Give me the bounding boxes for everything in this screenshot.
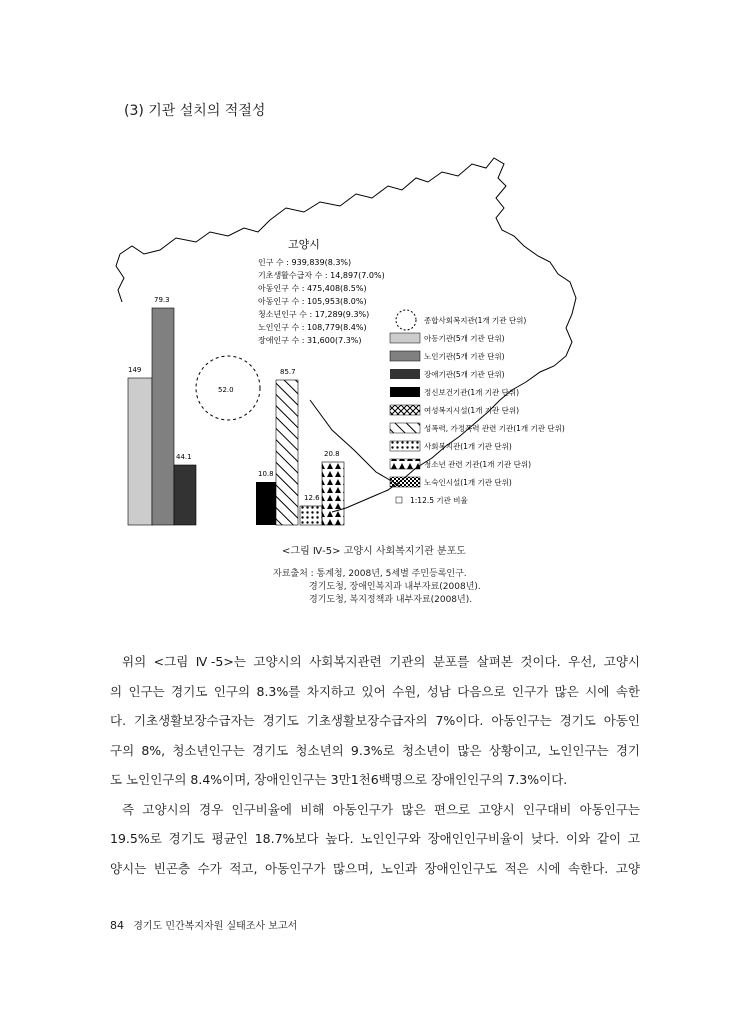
bar-label: 79.3 — [154, 296, 170, 304]
legend-symbol — [390, 369, 420, 379]
body-line: 즉 고양시의 경우 인구비율에 비해 아동인구가 많은 편으로 고양시 인구대비 아동인구는 — [122, 801, 640, 817]
legend-symbol — [390, 423, 420, 433]
bar-children — [128, 378, 152, 525]
figure-caption: <그림 Ⅳ-5> 고양시 사회복지기관 분포도 — [282, 546, 466, 557]
legend-symbol — [390, 387, 420, 397]
page-number: 84 — [110, 919, 124, 932]
legend-label: 정신보건기관(1개 기관 단위) — [424, 388, 520, 397]
bar-label: 85.7 — [280, 368, 296, 376]
stat-line: 청소년인구 수 : 17,289(9.3%) — [258, 310, 370, 319]
legend-label: 종합사회복지관(1개 기관 단위) — [424, 316, 527, 325]
bar-label: 44.1 — [176, 453, 192, 461]
stat-line: 장애인구 수 : 31,600(7.3%) — [258, 336, 362, 345]
bar-violence — [276, 380, 298, 525]
stat-line: 아동인구 수 : 105,953(8.0%) — [258, 297, 367, 306]
legend-label: 장애기관(5개 기관 단위) — [424, 370, 505, 379]
bar-label: 149 — [128, 366, 142, 374]
legend — [390, 310, 565, 505]
body-line: 다. 기초생활보장수급자는 경기도 기초생활보장수급자의 7%이다. 아동인구는 경기도 아동인 — [110, 713, 640, 728]
page-footer — [110, 917, 297, 932]
body-line: 구의 8%, 청소년인구는 경기도 청소년의 9.3%로 청소년이 많은 상황이고, 노인인구는 경기 — [110, 742, 640, 758]
bar-label: 20.8 — [324, 450, 340, 458]
legend-symbol — [390, 351, 420, 361]
legend-symbol — [390, 477, 420, 487]
body-paragraphs — [110, 647, 640, 883]
body-line: 도 노인인구의 8.4%이며, 장애인인구는 3만1천6백명으로 장애인인구의 7.3%이다. — [110, 772, 568, 787]
legend-symbol — [390, 459, 420, 469]
legend-symbol — [396, 497, 402, 503]
legend-symbol — [396, 310, 416, 330]
source-line: 자료출처 : 통계청, 2008년, 5세별 주민등록인구. — [273, 569, 467, 579]
stat-line: 아동인구 수 : 475,408(8.5%) — [258, 284, 367, 293]
bar-social — [300, 506, 322, 525]
legend-symbol — [390, 405, 420, 415]
city-name: 고양시 — [288, 238, 320, 251]
section-heading: (3) 기관 설치의 적절성 — [124, 103, 266, 119]
stat-line: 인구 수 : 939,839(8.3%) — [258, 258, 352, 267]
bar-label: 12.6 — [304, 494, 320, 502]
stat-line: 노인인구 수 : 108,779(8.4%) — [258, 323, 367, 332]
body-line: 19.5%로 경기도 평균인 18.7%보다 높다. 노인인구와 장애인인구비율이 낮다. 이와 같이 고 — [110, 831, 640, 846]
source-line: 경기도청, 장애인복지과 내부자료(2008년). — [309, 582, 481, 592]
legend-label: 아동기관(5개 기관 단위) — [424, 334, 505, 343]
legend-label: 성폭력, 가정폭력 관련 기관(1개 기관 단위) — [424, 424, 565, 433]
bar-elderly — [152, 308, 174, 525]
legend-label: 1:12.5 기관 비율 — [410, 496, 468, 505]
figure-source — [273, 568, 481, 607]
bar-homeless — [322, 462, 344, 525]
legend-label: 여성복지시설(1개 기관 단위) — [424, 406, 520, 415]
bar-label: 10.8 — [258, 470, 274, 478]
body-line: 위의 <그림 Ⅳ-5>는 고양시의 사회복지관련 기관의 분포를 살펴본 것이다. 우선, 고양시 — [122, 654, 640, 669]
report-title: 경기도 민간복지자원 실태조사 보고서 — [133, 921, 298, 932]
legend-symbol — [390, 333, 420, 343]
bar-mental — [256, 482, 276, 525]
body-line: 양시는 빈곤층 수가 적고, 아동인구가 많으며, 노인과 장애인인구도 적은 시에 속한다. 고양 — [110, 860, 640, 876]
goyang-map — [110, 150, 650, 540]
legend-label: 노숙인시설(1개 기관 단위) — [424, 478, 512, 487]
legend-symbol — [390, 441, 420, 451]
legend-label: 사회복지관(1개 기관 단위) — [424, 442, 512, 451]
legend-label: 청소년 관련 기관(1개 기관 단위) — [424, 460, 532, 469]
body-line: 의 인구는 경기도 인구의 8.3%를 차지하고 있어 수원, 성남 다음으로 인구가 많은 시에 속한 — [110, 683, 640, 699]
circle-label: 52.0 — [218, 386, 234, 394]
welfare-map-figure — [110, 150, 650, 540]
stat-line: 기초생활수급자 수 : 14,897(7.0%) — [258, 271, 385, 280]
legend-label: 노인기관(5개 기관 단위) — [424, 352, 505, 361]
bar-disabled — [174, 465, 196, 525]
source-line: 경기도청, 복지정책과 내부자료(2008년). — [309, 595, 473, 605]
